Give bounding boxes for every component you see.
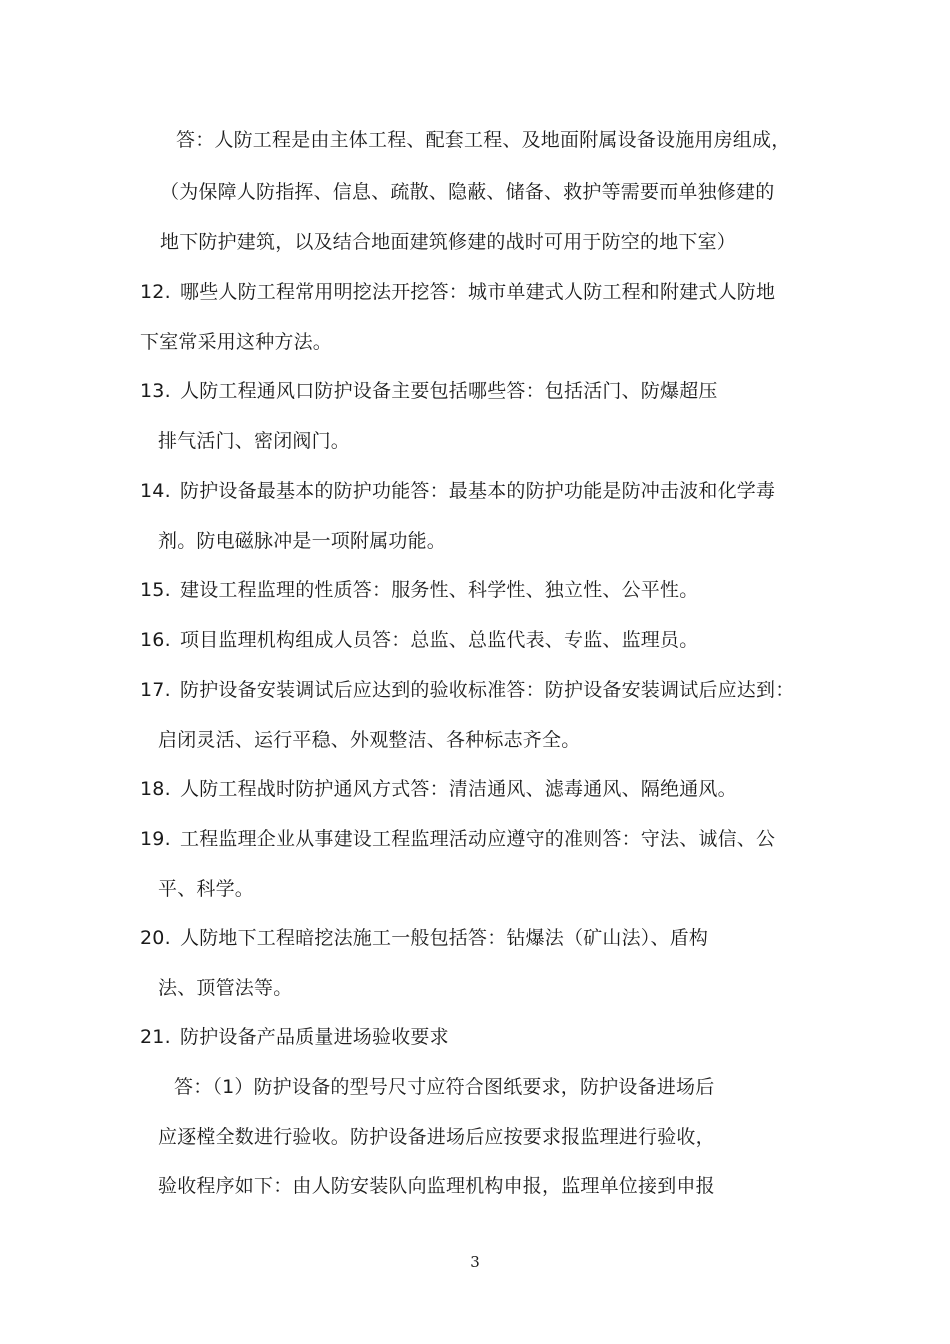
list-item-19: [140, 827, 775, 851]
item-text: 项目监理机构组成人员答：总监、总监代表、专监、监理员。: [180, 629, 699, 651]
intro-line-1: 答：人防工程是由主体工程、配套工程、及地面附属设备设施用房组成，: [176, 129, 791, 151]
item-text: 防护设备最基本的防护功能答：最基本的防护功能是防冲击波和化学毒: [180, 480, 776, 502]
item-text: 人防工程战时防护通风方式答：清洁通风、滤毒通风、隔绝通风。: [180, 778, 737, 800]
answer-21-line-3: 验收程序如下：由人防安装队向监理机构申报，监理单位接到申报: [158, 1175, 715, 1197]
list-item-18: [140, 777, 737, 801]
item-text: 建设工程监理的性质答：服务性、科学性、独立性、公平性。: [180, 579, 699, 601]
item-number: 18.: [140, 778, 171, 800]
item-text: 防护设备产品质量进场验收要求: [180, 1026, 449, 1048]
item-12-continuation: 下室常采用这种方法。: [140, 331, 333, 353]
list-item-13: [140, 379, 718, 403]
item-number: 20.: [140, 927, 171, 949]
item-17-continuation: 启闭灵活、运行平稳、外观整洁、各种标志齐全。: [158, 729, 581, 751]
item-text: 人防地下工程暗挖法施工一般包括答：钻爆法（矿山法）、盾构: [180, 927, 709, 949]
list-item-20: [140, 926, 708, 950]
item-number: 19.: [140, 828, 171, 850]
item-number: 12.: [140, 281, 171, 303]
list-item-17: [140, 678, 794, 702]
item-number: 21.: [140, 1026, 171, 1048]
item-19-continuation: 平、科学。: [158, 878, 255, 900]
list-item-21: [140, 1025, 449, 1049]
item-number: 17.: [140, 679, 171, 701]
list-item-14: [140, 479, 775, 503]
intro-line-3: 地下防护建筑，以及结合地面建筑修建的战时可用于防空的地下室）: [160, 231, 737, 253]
item-number: 16.: [140, 629, 171, 651]
item-number: 13.: [140, 380, 171, 402]
list-item-12: [140, 280, 775, 304]
page-number: 3: [470, 1253, 480, 1271]
list-item-16: [140, 628, 698, 652]
answer-21-line-2: 应逐樘全数进行验收。防护设备进场后应按要求报监理进行验收，: [158, 1126, 715, 1148]
item-13-continuation: 排气活门、密闭阀门。: [158, 430, 351, 452]
item-text: 防护设备安装调试后应达到的验收标准答：防护设备安装调试后应达到：: [180, 679, 795, 701]
intro-line-2: （为保障人防指挥、信息、疏散、隐蔽、储备、救护等需要而单独修建的: [160, 181, 775, 203]
answer-21-line-1: 答：（1）防护设备的型号尺寸应符合图纸要求，防护设备进场后: [174, 1076, 715, 1098]
item-text: 工程监理企业从事建设工程监理活动应遵守的准则答：守法、诚信、公: [180, 828, 776, 850]
item-number: 14.: [140, 480, 171, 502]
item-text: 人防工程通风口防护设备主要包括哪些答：包括活门、防爆超压: [180, 380, 718, 402]
item-20-continuation: 法、顶管法等。: [158, 977, 293, 999]
item-text: 哪些人防工程常用明挖法开挖答：城市单建式人防工程和附建式人防地: [180, 281, 776, 303]
item-number: 15.: [140, 579, 171, 601]
item-14-continuation: 剂。防电磁脉冲是一项附属功能。: [158, 530, 447, 552]
list-item-15: [140, 578, 698, 602]
